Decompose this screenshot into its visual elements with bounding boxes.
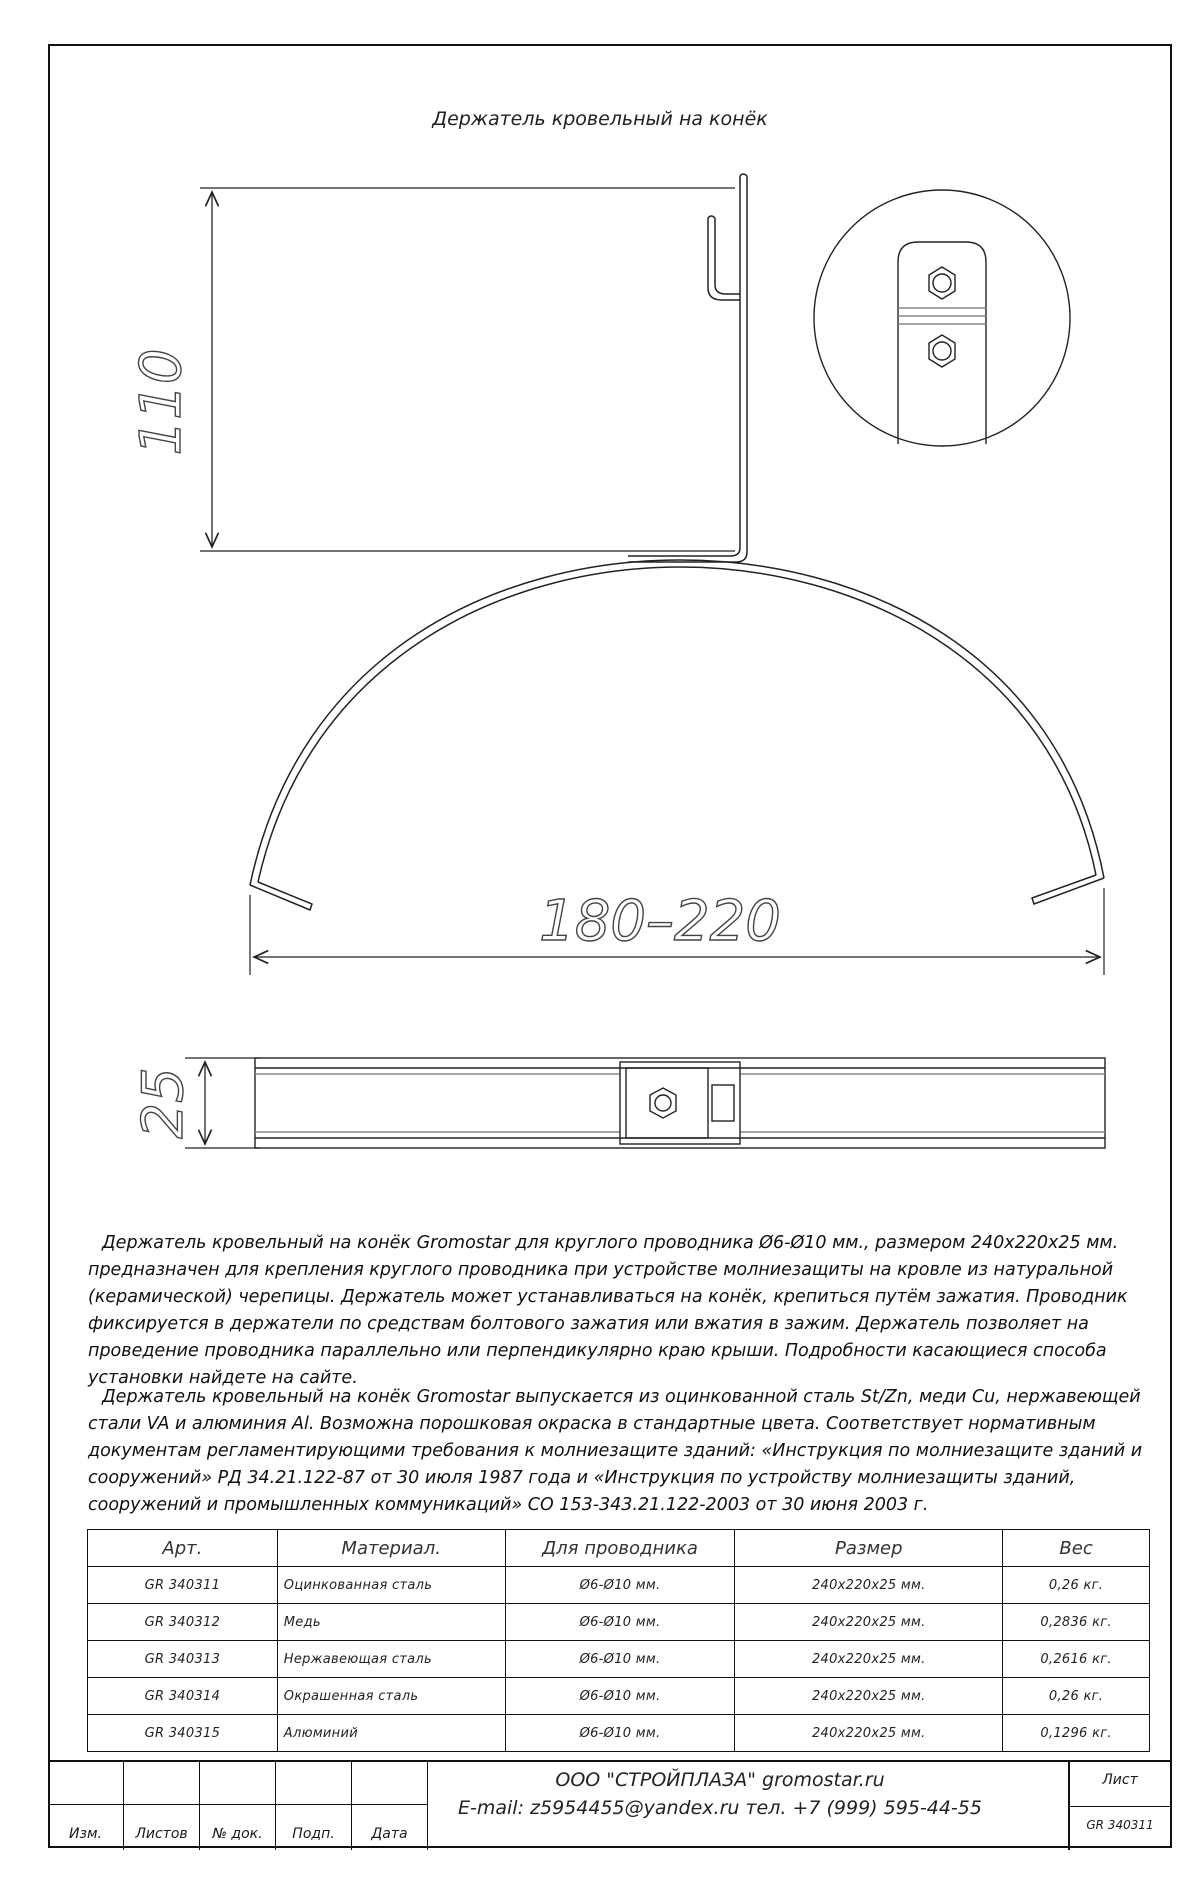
- size-cell: 240x220x25 мм.: [735, 1678, 1003, 1715]
- description-paragraph: Держатель кровельный на конёк Gromostar для круглого проводника Ø6-Ø10 мм., размером 240x220x25 мм. предназначен для крепления круглого проводника при устройстве молниезащиты на кровле из натуральной (керамической) черепицы. Держатель может устанавливаться на конёк, крепиться путём зажатия. Проводник фиксируется в держатели по средствам болтового зажатия или вжатия в зажим. Держатель позволяет на проведение проводника параллельно или перпендикулярно краю крыши. Подробности касающиеся способа установки найдете на сайте.: [88, 1233, 1128, 1388]
- description: [88, 1384, 1148, 1519]
- stamp-label: Листов: [135, 1826, 188, 1842]
- stamp-label: Дата: [371, 1826, 408, 1842]
- table-row: [88, 1604, 1150, 1641]
- material-cell: Алюминий: [277, 1715, 505, 1752]
- stamp-cell: [124, 1762, 200, 1850]
- bolt-icon: [929, 335, 955, 367]
- weight-cell: 0,26 кг.: [1003, 1678, 1150, 1715]
- column-header: Для проводника: [505, 1530, 735, 1567]
- size-cell: 240x220x25 мм.: [735, 1641, 1003, 1678]
- size-cell: 240x220x25 мм.: [735, 1604, 1003, 1641]
- article-cell: GR 340313: [88, 1641, 278, 1678]
- arch-strap: [250, 560, 1104, 910]
- description: [88, 1230, 1148, 1392]
- material-cell: Оцинкованная сталь: [277, 1567, 505, 1604]
- column-header: Вес: [1003, 1530, 1150, 1567]
- width-dimension-label: 180–220: [539, 889, 781, 954]
- strap-width-dimension: [131, 1058, 260, 1148]
- conductor-cell: Ø6-Ø10 мм.: [505, 1641, 735, 1678]
- weight-cell: 0,2836 кг.: [1003, 1604, 1150, 1641]
- column-header: Материал.: [277, 1530, 505, 1567]
- weight-cell: 0,2616 кг.: [1003, 1641, 1150, 1678]
- table-row: [88, 1678, 1150, 1715]
- stamp-cell: [200, 1762, 276, 1850]
- detail-circle: [814, 190, 1070, 446]
- company-name: ООО "СТРОЙПЛАЗА" gromostar.ru: [555, 1769, 885, 1791]
- weight-cell: 0,1296 кг.: [1003, 1715, 1150, 1752]
- material-cell: Медь: [277, 1604, 505, 1641]
- height-dimension-label: 110: [129, 348, 194, 456]
- sheet-code: GR 340311: [1086, 1818, 1154, 1832]
- size-cell: 240x220x25 мм.: [735, 1715, 1003, 1752]
- nut-icon: [650, 1088, 676, 1118]
- article-cell: GR 340312: [88, 1604, 278, 1641]
- conductor-cell: Ø6-Ø10 мм.: [505, 1678, 735, 1715]
- spec-table: [87, 1529, 1150, 1752]
- stamp-label: Подп.: [292, 1826, 335, 1842]
- drawing-title: Держатель кровельный на конёк: [432, 108, 768, 130]
- stamp-label: № док.: [212, 1826, 263, 1842]
- column-header: Арт.: [88, 1530, 278, 1567]
- article-cell: GR 340311: [88, 1567, 278, 1604]
- conductor-cell: Ø6-Ø10 мм.: [505, 1567, 735, 1604]
- strap-top-view: [255, 1058, 1105, 1148]
- table-row: [88, 1567, 1150, 1604]
- stamp-cell: [276, 1762, 352, 1850]
- weight-cell: 0,26 кг.: [1003, 1567, 1150, 1604]
- material-cell: Окрашенная сталь: [277, 1678, 505, 1715]
- column-header: Размер: [735, 1530, 1003, 1567]
- article-cell: GR 340314: [88, 1678, 278, 1715]
- conductor-cell: Ø6-Ø10 мм.: [505, 1715, 735, 1752]
- description-paragraph: Держатель кровельный на конёк Gromostar выпускается из оцинкованной сталь St/Zn, меди Cu, нержавеющей стали VA и алюминия Al. Возможна порошковая окраска в стандартные цвета. Соответствует нормативным документам регламентирующими требования к молниезащите зданий: «Инструкция по молниезащите зданий и сооружений» РД 34.21.122-87 от 30 июля 1987 года и «Инструкция по устройству молниезащиты зданий, сооружений и промышленных коммуникаций» СО 153-343.21.122-2003 от 30 июня 2003 г.: [88, 1387, 1143, 1515]
- holder-hook: [628, 174, 747, 562]
- strap-width-dimension-label: 25: [131, 1067, 196, 1139]
- table-row: [88, 1715, 1150, 1752]
- size-cell: 240x220x25 мм.: [735, 1567, 1003, 1604]
- article-cell: GR 340315: [88, 1715, 278, 1752]
- bolt-icon: [929, 267, 955, 299]
- material-cell: Нержавеющая сталь: [277, 1641, 505, 1678]
- stamp-cell: [48, 1762, 124, 1850]
- stamp-label: Изм.: [69, 1826, 102, 1842]
- table-row: [88, 1641, 1150, 1678]
- company-contacts: E-mail: z5954455@yandex.ru тел. +7 (999) 595-44-55: [458, 1797, 982, 1819]
- height-dimension: [129, 188, 735, 551]
- table-header-row: [88, 1530, 1150, 1567]
- sheet-label: Лист: [1102, 1772, 1138, 1788]
- company-info: [380, 1766, 1060, 1822]
- conductor-cell: Ø6-Ø10 мм.: [505, 1604, 735, 1641]
- width-dimension: [250, 888, 1104, 975]
